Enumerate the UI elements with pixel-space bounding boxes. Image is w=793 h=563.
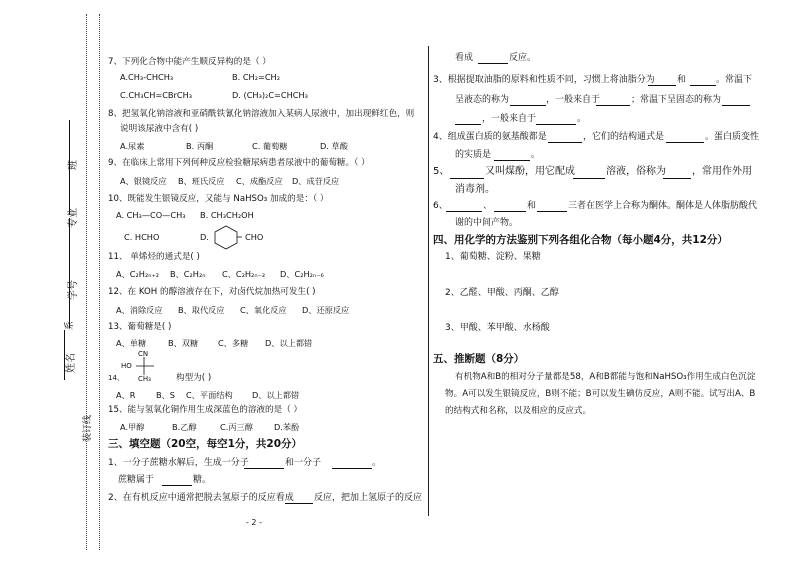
student-no-label: 学号: [68, 280, 79, 300]
section4-title: 四、用化学的方法鉴别下列各组化合物（每小题4分，共12分）: [433, 234, 728, 246]
fill3-l2b: ，一般来自于: [546, 95, 601, 105]
q7-option-d: D. (CH₃)₂C=CHCH₃: [232, 90, 308, 100]
sec5-line-3: 的结构式和名称，以及相应的反应式。: [445, 406, 592, 416]
fill5-l2: 消毒剂。: [455, 184, 495, 195]
page-number: - 2 -: [246, 518, 262, 527]
fill6-blank1: [446, 211, 482, 212]
q14-option-b: B、S: [156, 390, 176, 400]
fill2-blank1: [285, 503, 313, 504]
fill4-l1a: 4、组成蛋白质的氨基酸都是: [433, 132, 547, 142]
fill6-l1b: 、: [483, 201, 493, 211]
q8-option-b: B. 丙酮: [186, 141, 214, 151]
class-label: 班: [68, 160, 79, 170]
q15-stem: 15、能与氢氧化铜作用生成深蓝色的溶液的是（ ）: [108, 405, 303, 415]
fill6-blank3: [537, 211, 567, 212]
q14-option-c: C、平面结构: [186, 390, 233, 400]
fill3-l1b: 和: [677, 75, 687, 85]
fill3-blank2: [690, 85, 716, 86]
q12-option-a: A、消除反应: [116, 305, 163, 315]
q14-option-d: D、以上都错: [252, 390, 300, 400]
fill3-l3a: ，一般来自于: [482, 114, 537, 124]
fill1-blank2: [332, 468, 372, 469]
dept-label: 系: [65, 320, 75, 330]
fill5-l1c: 溶液，俗称为: [606, 166, 666, 177]
q14-suffix: 构型为( ): [176, 373, 212, 383]
fill2-blank2: [478, 63, 508, 64]
fill3-blank5: [722, 105, 750, 106]
q15-option-b: B.乙醇: [172, 422, 197, 432]
q10-stem: 10、既能发生银镜反应，又能与 NaHSO₃ 加成的是：（ ）: [108, 194, 329, 204]
fill3-l2c: ；常温下呈固态的称为: [631, 95, 722, 105]
q10-option-a: A. CH₃—CO—CH₃: [116, 210, 186, 220]
fill2-cont-prefix: 看成: [455, 53, 474, 63]
q9-option-a: A、银镜反应: [120, 176, 167, 186]
sec5-line-1: 有机物A和B的相对分子量都是58，A和B都能与饱和NaHSO₃作用生成白色沉淀: [455, 372, 756, 382]
q11-stem: 11、 单烯烃的通式是( ): [108, 252, 200, 262]
section5-title: 五、推断题（8分）: [433, 353, 525, 365]
fill6-l1c: 和: [527, 201, 537, 211]
fill1-blank1: [244, 468, 284, 469]
binding-label: 装订线: [83, 414, 93, 442]
name-label: 姓名: [66, 353, 77, 373]
q9-stem: 9、在临床上常用下列何种反应检验糖尿病患者尿液中的葡萄糖。（ ）: [108, 158, 370, 168]
q11-option-c: C、C₂H₂ₙ₋₂: [222, 269, 266, 279]
q12-stem: 12、在 KOH 的醇溶液存在下，对卤代烷加热可发生( ): [108, 287, 316, 297]
benzene-ring-icon: [212, 224, 242, 250]
q11-option-a: A、C₂H₂ₙ₊₂: [116, 269, 160, 279]
q9-option-d: D、成苷反应: [292, 176, 340, 186]
q8-option-c: C. 葡萄糖: [252, 141, 288, 151]
q9-option-c: C、成酯反应: [236, 176, 283, 186]
q15-option-c: C.丙三醇: [220, 422, 253, 432]
q14-left-group: HO: [121, 362, 132, 370]
q12-option-d: D、还原反应: [302, 305, 350, 315]
q15-option-d: D.苯酚: [274, 422, 300, 432]
q8-option-a: A.尿素: [120, 141, 145, 151]
fill5-blank2: [573, 178, 605, 179]
sec5-line-2: 物。A可以发生银镜反应，B则不能；B可以发生碘仿反应，A则不能。试写出A、B: [445, 389, 756, 399]
q10-option-d: D.: [200, 232, 209, 242]
fill4-blank1: [548, 142, 582, 143]
fill5-l1b: 又叫煤酚，用它配成: [485, 166, 575, 177]
q14-option-a: A、R: [116, 390, 136, 400]
q13-option-d: D、以上都错: [265, 338, 313, 348]
q7-option-b: B. CH₂=CH₂: [232, 72, 280, 82]
sec4-item-1: 1、葡萄糖、淀粉、果糖: [445, 252, 541, 262]
q8-option-d: D. 草酸: [320, 141, 348, 151]
fill1-line2-prefix: 蔗糖属于: [118, 475, 155, 485]
sec4-item-2: 2、乙醛、甲酸、丙酮、乙醇: [445, 288, 559, 298]
q15-option-a: A.甲醇: [120, 422, 145, 432]
fill1-text2: 和一分子: [285, 458, 322, 468]
q12-option-b: B、取代反应: [178, 305, 225, 315]
q10-option-d-cho: CHO: [245, 232, 264, 242]
fill5-l1d: ，常用作外用: [692, 166, 752, 177]
fill2-cont-suffix: 反应。: [509, 53, 537, 63]
q7-option-c: C.CH₃CH=CBrCH₃: [120, 90, 193, 100]
section3-title: 三、填空题（20空，每空1分，共20分）: [108, 438, 303, 450]
fill1-end: 。: [372, 458, 382, 468]
q13-stem: 13、葡萄糖是( ): [108, 322, 172, 332]
fill4-l1b: ，它们的结构通式是: [583, 132, 665, 142]
q8-stem: 8、把氢氧化钠溶液和亚硝酰铁氰化钠溶液加入某病人尿液中，加出现鲜红色，则: [108, 109, 415, 119]
fill5-blank1: [450, 178, 484, 179]
fill3-l1c: 。常温下: [716, 75, 753, 85]
fill4-blank3: [494, 160, 530, 161]
fill3-blank1: [648, 85, 676, 86]
q13-option-b: B、双糖: [168, 338, 199, 348]
fill4-l1c: 。蛋白质变性: [705, 132, 760, 142]
fill3-l2a: 呈液态的称为: [455, 95, 510, 105]
fill3-blank6: [455, 124, 481, 125]
q8-stem-cont: 说明该尿液中含有( ): [120, 124, 199, 134]
q14-top-group: CN: [138, 350, 149, 358]
q12-option-c: C、氧化反应: [240, 305, 287, 315]
fill3-blank3: [510, 105, 546, 106]
major-label: 专业: [68, 208, 79, 228]
q11-option-d: D、C₂H₂ₙ₋₆: [280, 269, 324, 279]
q7-stem: 7、下列化合物中能产生顺反异构的是（ ）: [108, 57, 271, 67]
binding-line-outer: [86, 14, 87, 550]
q13-option-c: C、多糖: [218, 338, 249, 348]
fill6-l1d: 三者在医学上合称为酮体。酮体是人体脂肪酸代: [568, 201, 758, 211]
sec4-item-3: 3、甲酸、苯甲酸、水杨酸: [445, 323, 550, 333]
q9-option-b: B、班氏反应: [178, 176, 225, 186]
q7-option-a: A.CH₃-CHCH₃: [120, 72, 174, 82]
fill6-l1a: 6、: [433, 201, 448, 211]
fill1-line2-suffix: 糖。: [193, 475, 212, 485]
fill4-l2a: 的实质是: [455, 150, 492, 160]
fill3-l3b: 。: [577, 114, 587, 124]
fill5-blank3: [663, 178, 691, 179]
binding-line-inner: [99, 14, 100, 550]
fill2-text2: 反应，把加上氢原子的反应: [314, 493, 423, 503]
fill3-l1a: 3、根据提取油脂的原料和性质不同，习惯上将油脂分为: [433, 75, 655, 85]
q14-bottom-group: CH₃: [138, 375, 151, 383]
fill2-text1: 2、在有机反应中通常把脱去氢原子的反应看成: [108, 493, 294, 503]
q13-option-a: A、单糖: [116, 338, 147, 348]
fill4-l2b: 。: [531, 150, 541, 160]
fill1-blank3: [162, 485, 192, 486]
column-divider: [428, 46, 429, 516]
q10-option-c: C. HCHO: [124, 232, 160, 242]
q10-option-b: B. CH₃CH₂OH: [200, 210, 254, 220]
fill3-blank7: [536, 124, 576, 125]
q11-option-b: B、C₂H₂ₙ: [170, 269, 206, 279]
fill1-text1: 1、一分子蔗糖水解后，生成一分子: [108, 458, 249, 468]
fill6-blank2: [494, 211, 526, 212]
fill3-blank4: [596, 105, 630, 106]
fill6-l2: 谢的中间产物。: [455, 218, 519, 228]
q14-number: 14、: [108, 374, 124, 382]
dept-blank: [69, 218, 70, 328]
fill4-blank2: [666, 142, 704, 143]
name-blank: [64, 330, 65, 380]
fill5-l1a: 5、: [433, 166, 450, 177]
